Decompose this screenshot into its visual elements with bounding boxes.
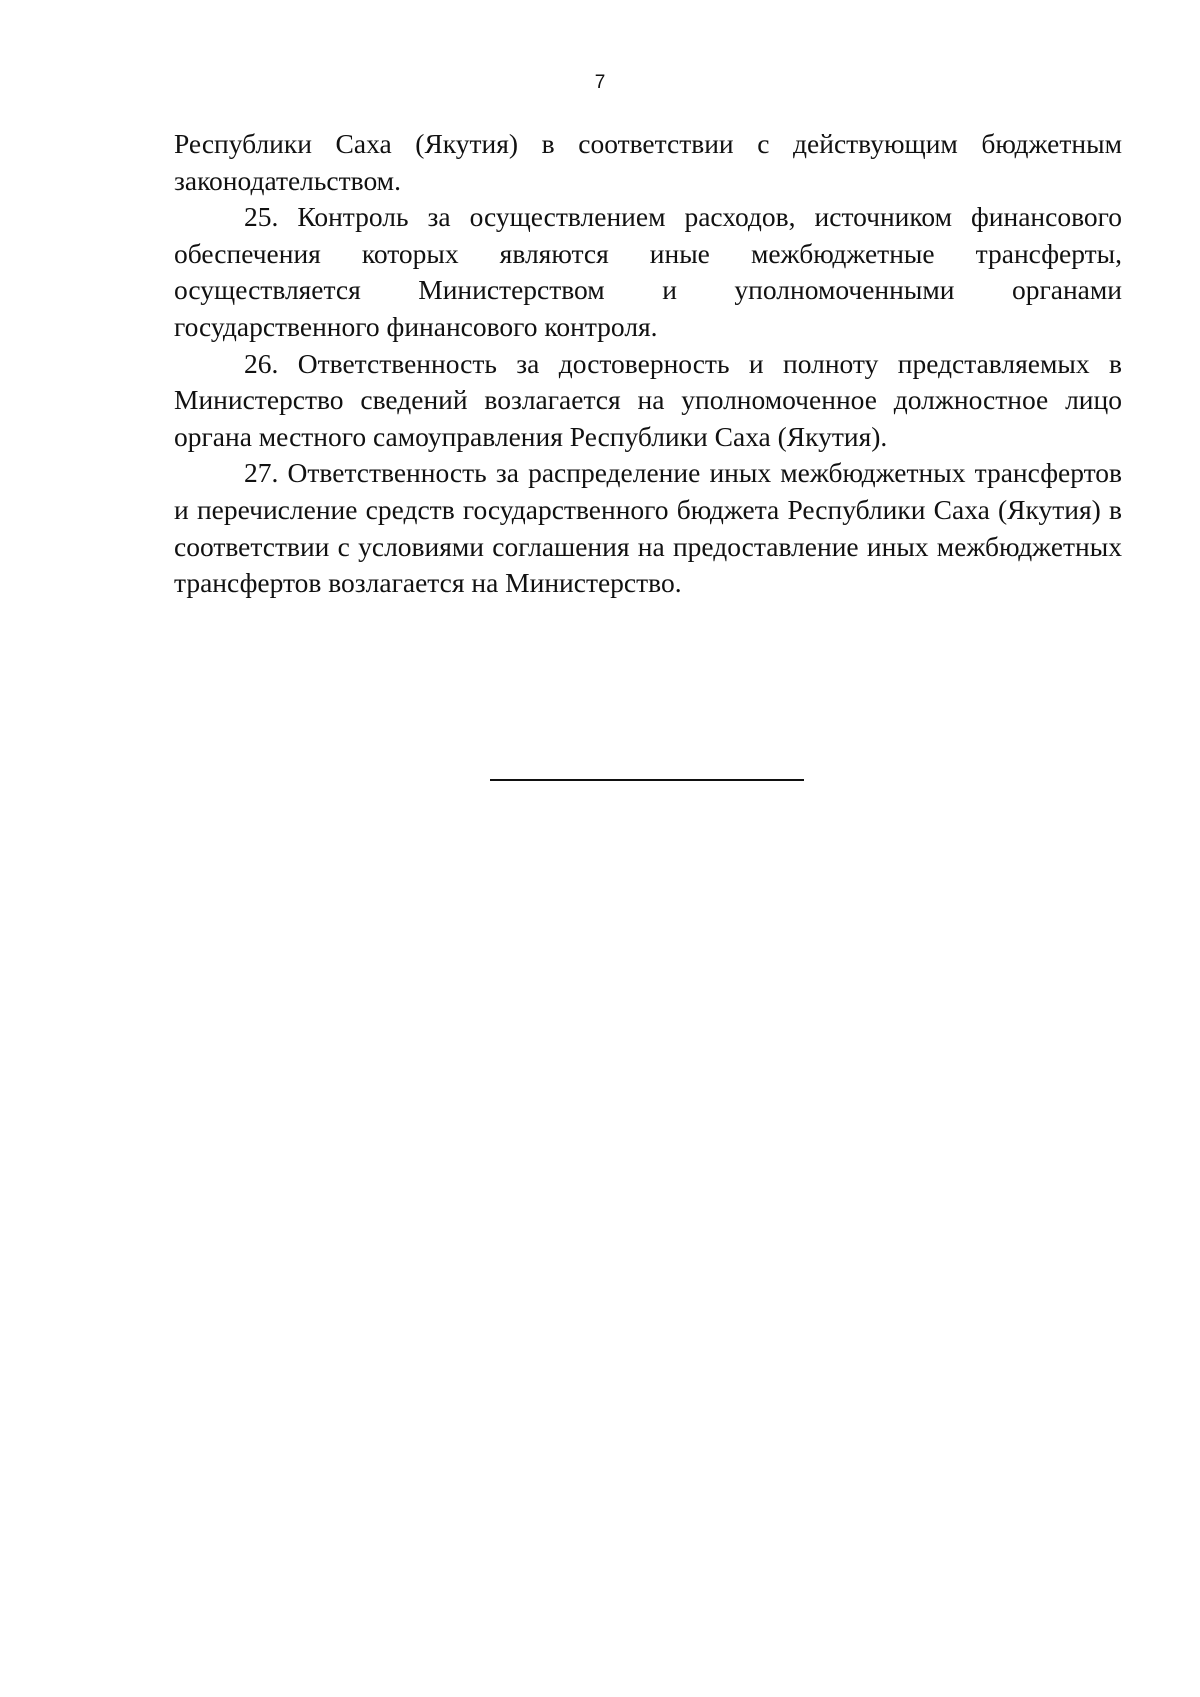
paragraph-continuation: Республики Саха (Якутия) в соответствии с действующим бюджетным законодательством.	[174, 128, 1122, 196]
paragraph-item-27: 27. Ответственность за распределение иных межбюджетных трансфертов и перечисление средств государственного бюджета Республики Саха (Якутия) в соответствии с условиями соглашения на предоставление иных межбюджетных трансфертов возлагается на Министерство.	[174, 457, 1122, 599]
paragraph-item-25: 25. Контроль за осуществлением расходов, источником финансового обеспечения которых являются иные межбюджетные трансферты, осуществляется Министерством и уполномоченными органами государственного финансового контроля.	[174, 201, 1122, 342]
page-number: 7	[594, 72, 606, 93]
closing-separator-line	[490, 779, 804, 781]
paragraph-item-26: 26. Ответственность за достоверность и полноту представляемых в Министерство сведений возлагается на уполномоченное должностное лицо органа местного самоуправления Республики Саха (Якутия).	[174, 347, 1122, 452]
document-body	[174, 126, 1122, 602]
